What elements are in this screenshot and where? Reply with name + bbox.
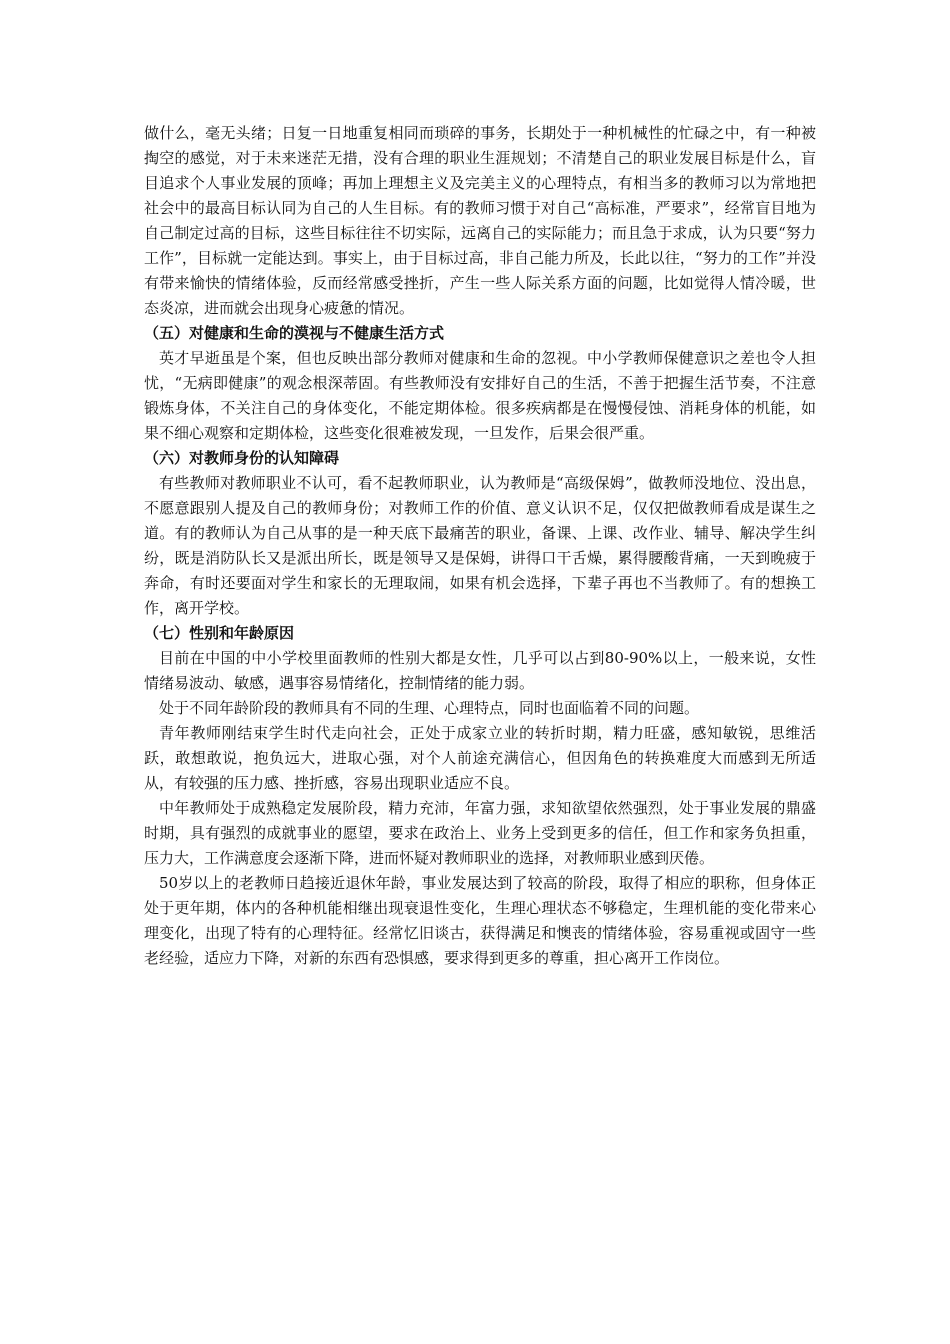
section-heading-6: （六）对教师身份的认知障碍 [144, 449, 340, 467]
paragraph-age-intro: 处于不同年龄阶段的教师具有不同的生理、心理特点，同时也面临着不同的问题。 [159, 699, 700, 717]
section-heading-7: （七）性别和年龄原因 [144, 624, 295, 642]
paragraph-young-teachers: 青年教师刚结束学生时代走向社会，正处于成家立业的转折时期，精力旺盛，感知敏锐，思维活跃，敢想敢说，抱负远大，进取心强，对个人前途充满信心，但因角色的转换难度大而感到无所适从，有较强的压力感、挫折感，容易出现职业适应不良。 [144, 724, 816, 792]
paragraph-health-neglect: 英才早逝虽是个案，但也反映出部分教师对健康和生命的忽视。中小学教师保健意识之差也令人担忧，“无病即健康”的观念根深蒂固。有些教师没有安排好自己的生活，不善于把握生活节奏，不注意锻炼身体，不关注自己的身体变化，不能定期体检。很多疾病都是在慢慢侵蚀、消耗身体的机能，如果不细心观察和定期体检，这些变化很难被发现，一旦发作，后果会很严重。 [144, 349, 816, 442]
section-heading-5: （五）对健康和生命的漠视与不健康生活方式 [144, 324, 445, 342]
paragraph-middle-aged-teachers: 中年教师处于成熟稳定发展阶段，精力充沛，年富力强，求知欲望依然强烈，处于事业发展的鼎盛时期，具有强烈的成就事业的愿望，要求在政治上、业务上受到更多的信任，但工作和家务负担重，压力大，工作满意度会逐渐下降，进而怀疑对教师职业的选择，对教师职业感到厌倦。 [144, 799, 816, 867]
paragraph-senior-teachers: 50岁以上的老教师日趋接近退休年龄，事业发展达到了较高的阶段，取得了相应的职称，但身体正处于更年期，体内的各种机能相继出现衰退性变化，生理心理状态不够稳定，生理机能的变化带来心理变化，出现了特有的心理特征。经常忆旧谈古，获得满足和懊丧的情绪体验，容易重视或固守一些老经验，适应力下降，对新的东西有恐惧感，要求得到更多的尊重，担心离开工作岗位。 [144, 874, 816, 967]
paragraph-identity-cognition: 有些教师对教师职业不认可，看不起教师职业，认为教师是“高级保姆”，做教师没地位、没出息，不愿意跟别人提及自己的教师身份；对教师工作的价值、意义认识不足，仅仅把做教师看成是谋生之道。有的教师认为自己从事的是一种天底下最痛苦的职业，备课、上课、改作业、辅导、解决学生纠纷，既是消防队长又是派出所长，既是领导又是保姆，讲得口干舌燥，累得腰酸背痛，一天到晚疲于奔命，有时还要面对学生和家长的无理取闹，如果有机会选择，下辈子再也不当教师了。有的想换工作，离开学校。 [144, 474, 816, 617]
paragraph-gender: 目前在中国的中小学校里面教师的性别大都是女性，几乎可以占到80-90%以上，一般来说，女性情绪易波动、敏感，遇事容易情绪化，控制情绪的能力弱。 [144, 649, 816, 692]
paragraph-intro-continuation: 做什么，毫无头绪；日复一日地重复相同而琐碎的事务，长期处于一种机械性的忙碌之中，有一种被掏空的感觉，对于未来迷茫无措，没有合理的职业生涯规划；不清楚自己的职业发展目标是什么，盲目追求个人事业发展的顶峰；再加上理想主义及完美主义的心理特点，有相当多的教师习以为常地把社会中的最高目标认同为自己的人生目标。有的教师习惯于对自己“高标准，严要求”，经常盲目地为自己制定过高的目标，这些目标往往不切实际，远离自己的实际能力；而且急于求成，认为只要“努力工作”，目标就一定能达到。事实上，由于目标过高，非自己能力所及，长此以往，“努力的工作”并没有带来愉快的情绪体验，反而经常感受挫折，产生一些人际关系方面的问题，比如觉得人情冷暖，世态炎凉，进而就会出现身心疲惫的情况。 [144, 124, 816, 317]
document-body [144, 121, 816, 971]
